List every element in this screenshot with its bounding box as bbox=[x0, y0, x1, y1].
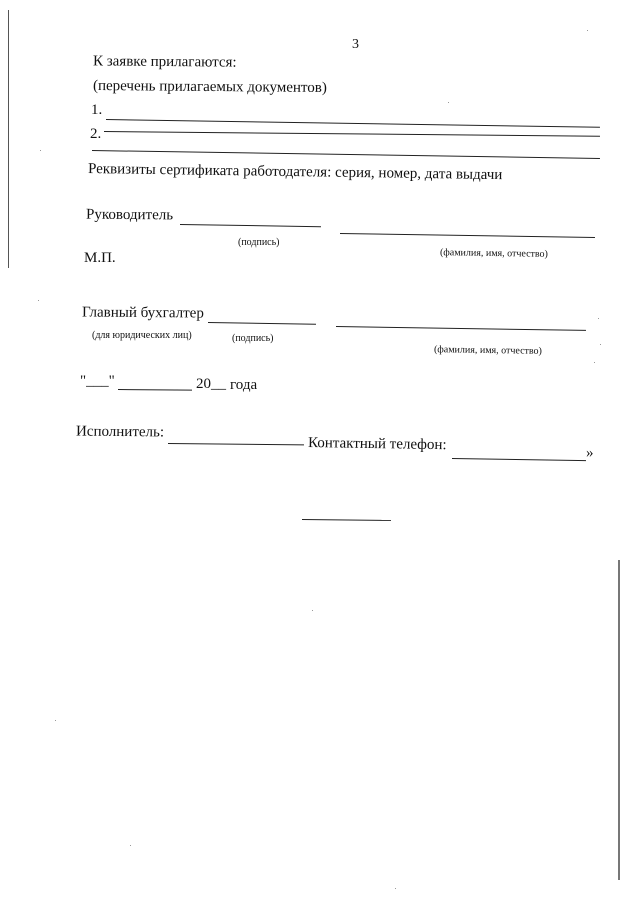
accountant-signature-line bbox=[208, 322, 316, 325]
accountant-name-line bbox=[336, 326, 586, 331]
executor-label: Исполнитель: bbox=[75, 423, 165, 441]
stamp-label: М.П. bbox=[84, 250, 116, 266]
scan-speck bbox=[130, 845, 131, 846]
phone-line bbox=[452, 458, 586, 461]
attachment-line-2 bbox=[104, 131, 600, 137]
scan-edge-right bbox=[618, 560, 620, 880]
director-signature-hint: (подпись) bbox=[238, 237, 280, 248]
closing-quote: » bbox=[586, 445, 594, 461]
scan-speck bbox=[55, 720, 56, 721]
attachment-line-3 bbox=[92, 150, 600, 159]
attachment-item-number: 1. bbox=[91, 102, 103, 118]
attachment-item-number: 2. bbox=[90, 126, 102, 142]
scan-speck bbox=[312, 610, 313, 611]
director-name-line bbox=[340, 233, 595, 238]
phone-label: Контактный телефон: bbox=[307, 435, 447, 454]
scan-speck bbox=[40, 150, 41, 151]
accountant-signature-hint: (подпись) bbox=[232, 333, 274, 344]
scan-speck bbox=[600, 344, 601, 345]
date-month-line bbox=[118, 389, 192, 391]
scan-speck bbox=[38, 300, 39, 301]
scan-edge-left bbox=[8, 10, 9, 268]
date-year-prefix: 20__ bbox=[196, 376, 226, 392]
scan-speck bbox=[594, 362, 595, 363]
attachments-heading: К заявке прилагаются: bbox=[92, 53, 237, 71]
director-label: Руководитель bbox=[85, 206, 174, 224]
document-end-rule bbox=[302, 519, 391, 521]
date-year-suffix: года bbox=[230, 377, 258, 393]
scan-speck bbox=[598, 318, 599, 319]
scan-speck bbox=[448, 102, 449, 103]
page-number: 3 bbox=[352, 37, 359, 52]
executor-name-line bbox=[168, 443, 304, 445]
director-name-hint: (фамилия, имя, отчество) bbox=[439, 247, 548, 260]
attachments-subheading: (перечень прилагаемых документов) bbox=[92, 77, 327, 97]
accountant-label: Главный бухгалтер bbox=[81, 304, 204, 322]
attachment-line-1 bbox=[106, 119, 600, 128]
accountant-legal-entities-hint: (для юридических лиц) bbox=[92, 330, 192, 341]
director-signature-line bbox=[180, 224, 321, 227]
scan-speck bbox=[395, 888, 396, 889]
scan-speck bbox=[587, 30, 588, 31]
date-day-placeholder: "___" bbox=[80, 373, 115, 389]
accountant-name-hint: (фамилия, имя, отчество) bbox=[433, 344, 542, 357]
certificate-details-label: Реквизиты сертификата работодателя: серия, номер, дата выдачи bbox=[87, 161, 503, 184]
